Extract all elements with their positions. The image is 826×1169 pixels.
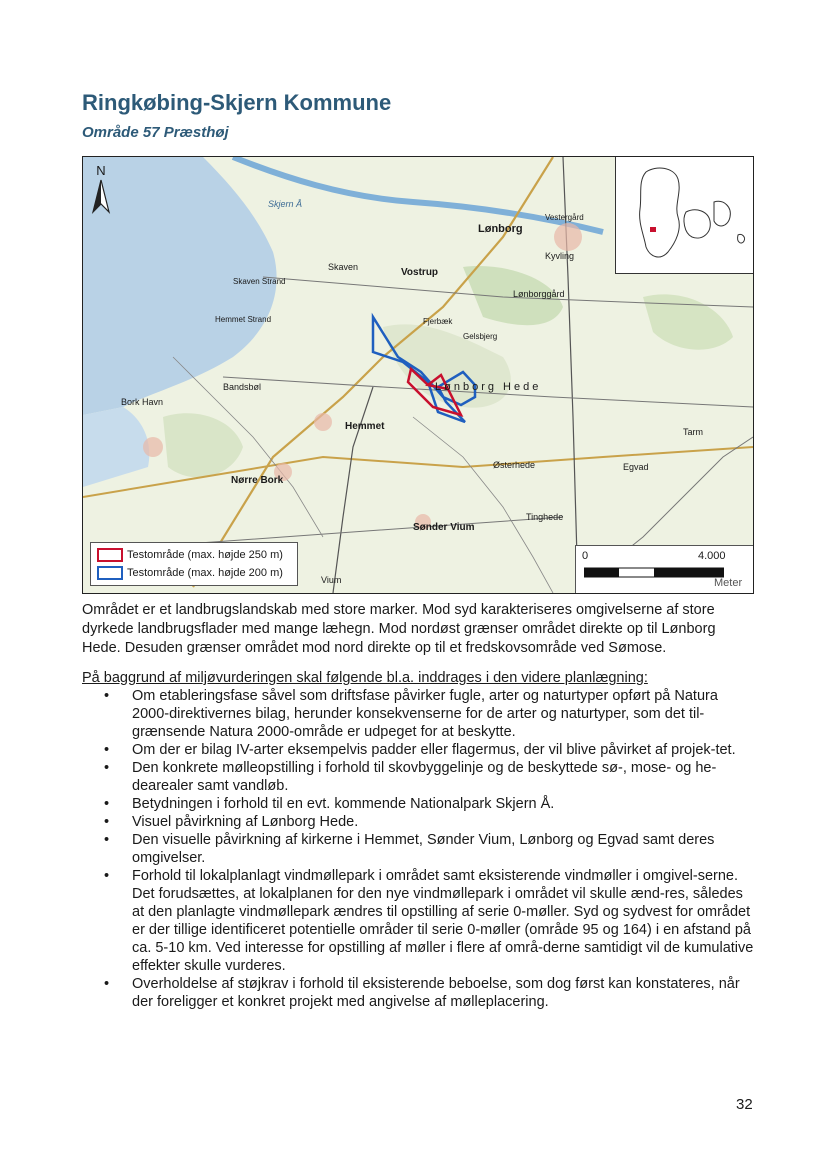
list-item [82,975,758,1011]
bullet-icon: • [104,688,110,704]
list-item-text: Den visuelle påvirkning af kirkerne i Hemmet, Sønder Vium, Lønborg og Egvad samt deres omgivelser. [132,832,715,866]
list-heading: På baggrund af miljøvurderingen skal følgende bl.a. inddrages i den videre planlægning: [82,670,648,686]
list-item-text: Overholdelse af støjkrav i forhold til eksisterende beboelse, som dog først kan konstateres, når der foreligger et konkret projekt med angivelse af mølleplacering. [132,976,740,1010]
list-item-text: Om etableringsfase såvel som driftsfase påvirker fugle, arter og naturtyper opført på Natura 2000-direktivernes bilag, herunder konsekvenserne for de arter og naturtyper, som det til-grænsende Natura 2000-område er udpeget for at beskytte. [132,688,718,740]
list-item [82,741,758,759]
label-lonborg-gaard: Lønborggård [513,289,565,299]
label-hemmet: Hemmet [345,421,385,432]
legend-item-250 [97,548,283,562]
label-skaven: Skaven [328,262,359,272]
bullet-icon: • [104,742,110,758]
legend-label-250: Testområde (max. højde 250 m) [127,549,283,561]
document-subtitle: Område 57 Præsthøj [82,124,229,141]
label-nr-bork: Nørre Bork [231,475,284,486]
scale-unit: Meter [714,577,743,589]
denmark-outline-icon [616,157,754,273]
list-item [82,687,758,741]
scale-bar [575,545,754,594]
area-map [82,156,754,594]
map-legend [90,542,298,586]
label-tarm: Tarm [683,427,703,437]
bullet-icon: • [104,796,110,812]
legend-swatch-blue [97,566,123,580]
north-arrow [91,163,111,214]
list-item [82,759,758,795]
considerations-list [82,687,758,1011]
list-item-text: Betydningen i forhold til en evt. kommende Nationalpark Skjern Å. [132,796,555,812]
legend-swatch-red [97,548,123,562]
north-label: N [96,163,106,178]
list-item-text: Om der er bilag IV-arter eksempelvis padder eller flagermus, der vil blive påvirket af projek-tet. [132,742,736,758]
label-fjerbaek: Fjerbæk [423,317,453,326]
list-item [82,813,758,831]
label-kyvling: Kyvling [545,251,575,261]
bullet-icon: • [104,976,110,992]
legend-item-200 [97,566,283,580]
inset-map-denmark [615,157,754,274]
label-gelsbjerg: Gelsbjerg [463,332,498,341]
label-tinghede: Tinghede [526,512,564,522]
list-item [82,867,758,975]
label-vostrup: Vostrup [401,267,439,278]
label-bork-havn: Bork Havn [121,397,164,407]
label-egvad: Egvad [623,462,649,472]
bullet-icon: • [104,814,110,830]
intro-text: Området er et landbrugslandskab med store marker. Mod syd karakteriseres omgivelserne af store dyrkede landbrugsflader med mange læhegn. Mod nordøst grænser området direkte op til Lønborg Hede. Desuden grænser området mod nord direkte op til et fredskovsområde ved Sømose. [82,602,716,656]
label-vestergaard: Vestergård [545,213,584,222]
list-item [82,831,758,867]
label-skjern-aa: Skjern Å [268,199,303,209]
label-skaven-strand: Skaven Strand [233,277,286,286]
label-oster-hede: Østerhede [493,460,536,470]
bullet-icon: • [104,868,110,884]
scale-start: 0 [582,550,589,562]
scale-end: 4.000 [698,550,726,562]
label-sonder-vium: Sønder Vium [413,522,475,533]
intro-paragraph [82,601,758,658]
list-item-text: Visuel påvirkning af Lønborg Hede. [132,814,359,830]
bullet-icon: • [104,832,110,848]
bullet-icon: • [104,760,110,776]
document-title: Ringkøbing-Skjern Kommune [82,90,392,115]
label-lonborg-hede: Lønborg Hede [435,381,542,393]
list-item-text: Den konkrete mølleopstilling i forhold til skovbyggelinje og de beskyttede sø-, mose- og he-dearealer samt vandløb. [132,760,717,794]
north-arrow-icon [91,178,111,214]
list-item [82,795,758,813]
legend-label-200: Testområde (max. højde 200 m) [127,567,283,579]
label-lonborg: Lønborg [478,223,523,235]
scale-bar-graphic [584,567,724,579]
label-vium: Vium [321,575,342,585]
page-number: 32 [736,1096,753,1113]
list-item-text: Forhold til lokalplanlagt vindmøllepark i området samt eksisterende vindmøller i omgivel-serne. Det forudsættes, at lokalplanen for den nye vindmøllepark i området vil skulle ænd-res, således at den planlagte vindmøllepark ændres til opstilling af serie 0-møller. Syd og sydvest for området er der tillige identificeret potentielle områder til serie 0-møller (område 95 og 164) i en afstand på ca. 5-10 km. Ved interesse for opstilling af møller i flere af områ-derne samtidigt vil de kumulative effekter skulle vurderes. [132,868,754,974]
label-hemmet-strand: Hemmet Strand [215,315,272,324]
label-bandsbol: Bandsbøl [223,382,262,392]
